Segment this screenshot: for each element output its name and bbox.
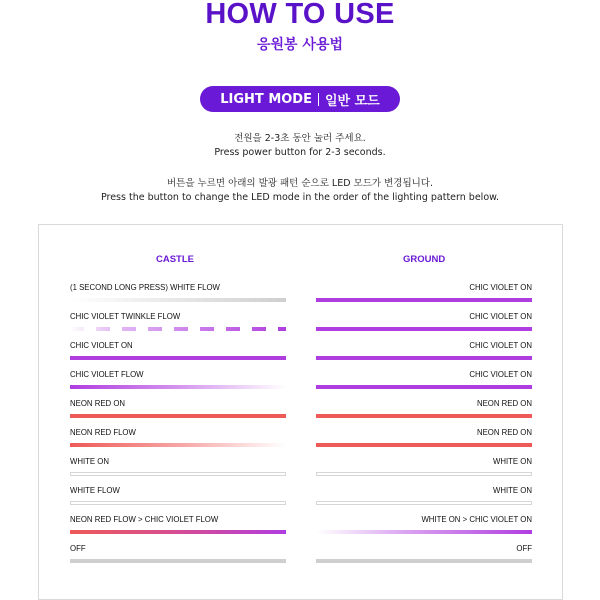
ground-pattern-bar bbox=[316, 443, 532, 447]
castle-pattern-bar bbox=[70, 385, 286, 389]
ground-pattern-bar bbox=[316, 472, 532, 476]
power-instruction-en: Press power button for 2-3 seconds. bbox=[214, 147, 386, 158]
castle-row-label: WHITE ON bbox=[70, 457, 109, 466]
ground-row-label: WHITE ON bbox=[493, 486, 532, 495]
page-title: HOW TO USE bbox=[205, 0, 395, 30]
castle-heading: CASTLE bbox=[156, 254, 194, 265]
castle-pattern-bar bbox=[70, 414, 286, 418]
castle-row-label: CHIC VIOLET TWINKLE FLOW bbox=[70, 312, 181, 321]
castle-row-label: CHIC VIOLET FLOW bbox=[70, 370, 144, 379]
ground-row-label: CHIC VIOLET ON bbox=[469, 312, 532, 321]
change-instruction-ko: 버튼을 누르면 아래의 발광 패턴 순으로 LED 모드가 변경됩니다. bbox=[166, 178, 434, 189]
ground-row-label: WHITE ON > CHIC VIOLET ON bbox=[421, 515, 532, 524]
ground-heading: GROUND bbox=[403, 254, 446, 265]
ground-row-label: NEON RED ON bbox=[476, 399, 532, 408]
ground-row-label: CHIC VIOLET ON bbox=[469, 341, 532, 350]
castle-row-label: CHIC VIOLET ON bbox=[70, 341, 133, 350]
power-instruction-ko: 전원을 2-3초 동안 눌러 주세요. bbox=[234, 133, 366, 144]
castle-row-label: NEON RED FLOW bbox=[70, 428, 136, 437]
castle-pattern-bar bbox=[70, 356, 286, 360]
ground-row-label: CHIC VIOLET ON bbox=[469, 370, 532, 379]
change-instruction-en: Press the button to change the LED mode in the order of the lighting pattern below. bbox=[100, 192, 500, 203]
castle-row-label: NEON RED ON bbox=[70, 399, 126, 408]
ground-pattern-bar bbox=[316, 327, 532, 331]
castle-pattern-bar bbox=[70, 501, 286, 505]
castle-pattern-bar bbox=[70, 327, 286, 331]
castle-pattern-bar bbox=[70, 559, 286, 563]
ground-row-label: OFF bbox=[516, 544, 532, 553]
light-mode-badge bbox=[200, 86, 400, 112]
ground-pattern-bar bbox=[316, 385, 532, 389]
ground-pattern-bar bbox=[316, 559, 532, 563]
castle-row-label: (1 SECOND LONG PRESS) WHITE FLOW bbox=[70, 283, 220, 292]
ground-pattern-bar bbox=[316, 501, 532, 505]
mode-badge-divider bbox=[318, 93, 319, 106]
castle-row-label: WHITE FLOW bbox=[70, 486, 120, 495]
castle-row-label: OFF bbox=[70, 544, 86, 553]
castle-row-label: NEON RED FLOW > CHIC VIOLET FLOW bbox=[70, 515, 219, 524]
ground-row-label: CHIC VIOLET ON bbox=[469, 283, 532, 292]
ground-pattern-bar bbox=[316, 414, 532, 418]
ground-pattern-bar bbox=[316, 298, 532, 302]
ground-row-label: WHITE ON bbox=[493, 457, 532, 466]
castle-pattern-bar bbox=[70, 530, 286, 534]
ground-pattern-bar bbox=[316, 530, 532, 534]
ground-row-label: NEON RED ON bbox=[476, 428, 532, 437]
page-subtitle: 응원봉 사용법 bbox=[256, 37, 344, 53]
mode-badge-label-en: LIGHT MODE bbox=[220, 91, 312, 107]
ground-pattern-bar bbox=[316, 356, 532, 360]
mode-badge-label-ko: 일반 모드 bbox=[324, 93, 380, 109]
castle-pattern-bar bbox=[70, 298, 286, 302]
castle-pattern-bar bbox=[70, 472, 286, 476]
castle-pattern-bar bbox=[70, 443, 286, 447]
